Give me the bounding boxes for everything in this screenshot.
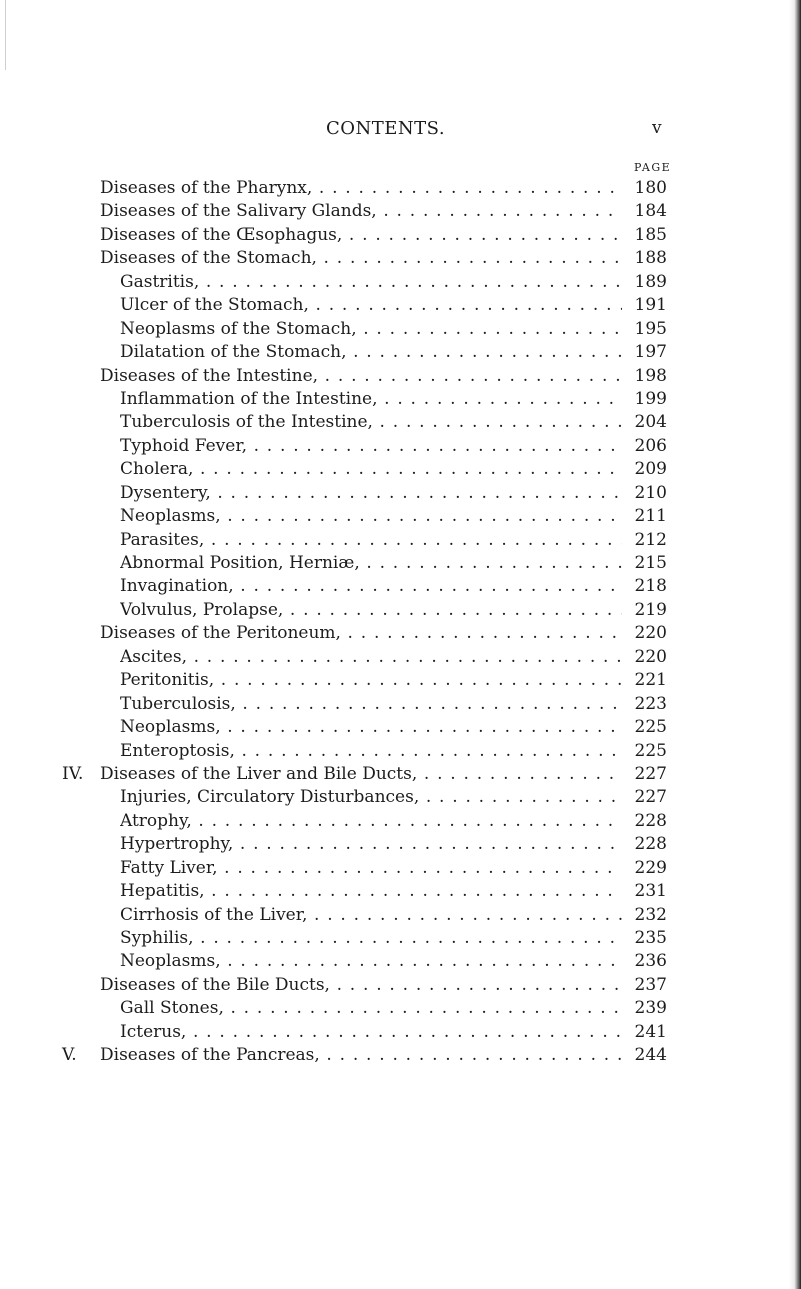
- toc-entry-title: Syphilis, . .: [120, 927, 622, 950]
- toc-entry: [0, 927, 801, 950]
- toc-entry-page: 209: [622, 458, 667, 481]
- toc-entry-page: 189: [622, 271, 667, 294]
- toc-entry-page: 236: [622, 950, 667, 973]
- toc-entry-title: Diseases of the Intestine, . .: [100, 365, 622, 388]
- toc-entry: [0, 693, 801, 716]
- toc-entry-title: Icterus, . .: [120, 1021, 622, 1044]
- toc-entry: [0, 740, 801, 763]
- toc-entry-title: Diseases of the Liver and Bile Ducts, . .: [100, 763, 622, 786]
- toc-entry-page: 188: [622, 247, 667, 270]
- toc-entry-title: Ulcer of the Stomach, . .: [120, 294, 622, 317]
- toc-entry-title: Volvulus, Prolapse, . .: [120, 599, 622, 622]
- toc-entry: [0, 950, 801, 973]
- toc-entry: [0, 411, 801, 434]
- toc-entry-page: 195: [622, 318, 667, 341]
- toc-entry: [0, 763, 801, 786]
- toc-entry-title: Tuberculosis, . .: [120, 693, 622, 716]
- page-header: [0, 118, 801, 142]
- toc-entry: [0, 1044, 801, 1067]
- toc-entry-page: 232: [622, 904, 667, 927]
- page-column-label: PAGE: [634, 161, 672, 174]
- toc-entry: [0, 365, 801, 388]
- toc-entry-page: 198: [622, 365, 667, 388]
- toc-entry: [0, 552, 801, 575]
- toc-entry: [0, 974, 801, 997]
- toc-entry-title: Invagination, . .: [120, 575, 622, 598]
- toc-entry-page: 185: [622, 224, 667, 247]
- toc-entry-page: 210: [622, 482, 667, 505]
- toc-entry-title: Diseases of the Bile Ducts, . .: [100, 974, 622, 997]
- toc-entry: [0, 904, 801, 927]
- toc-entry: [0, 529, 801, 552]
- toc-entry-page: 239: [622, 997, 667, 1020]
- toc-entry-title: Diseases of the Peritoneum, . .: [100, 622, 622, 645]
- toc-entry-page: 241: [622, 1021, 667, 1044]
- toc-entry-title: Diseases of the Pharynx, . .: [100, 177, 622, 200]
- toc-entry-page: 184: [622, 200, 667, 223]
- toc-entry-title: Atrophy, . .: [120, 810, 622, 833]
- toc-entry-page: 206: [622, 435, 667, 458]
- toc-entry-page: 215: [622, 552, 667, 575]
- toc-entry: [0, 200, 801, 223]
- toc-entry: [0, 271, 801, 294]
- toc-entry-page: 212: [622, 529, 667, 552]
- toc-entry: [0, 247, 801, 270]
- toc-entry: [0, 810, 801, 833]
- toc-entry-title: Neoplasms, . .: [120, 950, 622, 973]
- toc-entry-title: Diseases of the Salivary Glands, . .: [100, 200, 622, 223]
- toc-entry: [0, 435, 801, 458]
- toc-entry: [0, 880, 801, 903]
- toc-entry-title: Peritonitis, . .: [120, 669, 622, 692]
- toc-entry: [0, 669, 801, 692]
- toc-entry-page: 225: [622, 740, 667, 763]
- scan-edge-left: [0, 0, 6, 70]
- toc-entry: [0, 294, 801, 317]
- toc-entry-title: Inflammation of the Intestine, . .: [120, 388, 622, 411]
- toc-entry-title: Gall Stones, . .: [120, 997, 622, 1020]
- toc-entry-page: 191: [622, 294, 667, 317]
- toc-entry-title: Diseases of the Pancreas, . .: [100, 1044, 622, 1067]
- toc-entry-title: Diseases of the Stomach, . .: [100, 247, 622, 270]
- toc-entry-title: Ascites, . .: [120, 646, 622, 669]
- toc-entry: [0, 177, 801, 200]
- toc-entry-title: Neoplasms, . .: [120, 716, 622, 739]
- toc-entry: [0, 388, 801, 411]
- toc-entry-title: Enteroptosis, . .: [120, 740, 622, 763]
- table-of-contents: [0, 177, 801, 1068]
- toc-entry-title: Typhoid Fever, . .: [120, 435, 622, 458]
- toc-entry-title: Gastritis, . .: [120, 271, 622, 294]
- toc-entry: [0, 857, 801, 880]
- toc-entry: [0, 1021, 801, 1044]
- toc-entry: [0, 997, 801, 1020]
- running-title: CONTENTS.: [326, 118, 446, 139]
- toc-entry-title: Abnormal Position, Herniæ, . .: [120, 552, 622, 575]
- toc-entry-page: 244: [622, 1044, 667, 1067]
- toc-entry-page: 227: [622, 786, 667, 809]
- toc-entry-page: 225: [622, 716, 667, 739]
- toc-entry-page: 219: [622, 599, 667, 622]
- toc-entry-page: 231: [622, 880, 667, 903]
- toc-entry-page: 218: [622, 575, 667, 598]
- toc-entry-title: Neoplasms of the Stomach, . .: [120, 318, 622, 341]
- toc-entry-title: Hepatitis, . .: [120, 880, 622, 903]
- toc-entry-page: 235: [622, 927, 667, 950]
- toc-entry: [0, 505, 801, 528]
- toc-entry-title: Dilatation of the Stomach, . .: [120, 341, 622, 364]
- toc-entry-page: 220: [622, 646, 667, 669]
- toc-entry-page: 229: [622, 857, 667, 880]
- toc-entry-title: Injuries, Circulatory Disturbances, . .: [120, 786, 622, 809]
- toc-entry-page: 204: [622, 411, 667, 434]
- toc-entry: [0, 622, 801, 645]
- toc-entry: [0, 458, 801, 481]
- toc-entry: [0, 646, 801, 669]
- toc-entry-page: 197: [622, 341, 667, 364]
- toc-entry-page: 228: [622, 833, 667, 856]
- toc-entry: [0, 833, 801, 856]
- toc-entry-title: Diseases of the Œsophagus, . .: [100, 224, 622, 247]
- toc-entry: [0, 341, 801, 364]
- toc-entry-title: Cholera, . .: [120, 458, 622, 481]
- toc-entry-number: V.: [62, 1045, 77, 1066]
- toc-entry: [0, 224, 801, 247]
- toc-entry: [0, 482, 801, 505]
- toc-entry-number: IV.: [62, 763, 84, 784]
- toc-entry-page: 227: [622, 763, 667, 786]
- toc-entry-page: 220: [622, 622, 667, 645]
- toc-entry-title: Fatty Liver, . .: [120, 857, 622, 880]
- toc-entry-page: 199: [622, 388, 667, 411]
- toc-entry-title: Dysentery, . .: [120, 482, 622, 505]
- toc-entry-page: 237: [622, 974, 667, 997]
- toc-entry: [0, 786, 801, 809]
- toc-entry: [0, 318, 801, 341]
- page-number: v: [652, 118, 662, 138]
- toc-entry-page: 228: [622, 810, 667, 833]
- toc-entry-title: Neoplasms, . .: [120, 505, 622, 528]
- toc-entry: [0, 575, 801, 598]
- toc-entry-page: 221: [622, 669, 667, 692]
- toc-entry-page: 223: [622, 693, 667, 716]
- toc-entry: [0, 599, 801, 622]
- toc-entry-title: Cirrhosis of the Liver, . .: [120, 904, 622, 927]
- toc-entry-page: 211: [622, 505, 667, 528]
- toc-entry: [0, 716, 801, 739]
- toc-entry-page: 180: [622, 177, 667, 200]
- toc-entry-title: Tuberculosis of the Intestine, . .: [120, 411, 622, 434]
- toc-entry-title: Hypertrophy, . .: [120, 833, 622, 856]
- toc-entry-title: Parasites, . .: [120, 529, 622, 552]
